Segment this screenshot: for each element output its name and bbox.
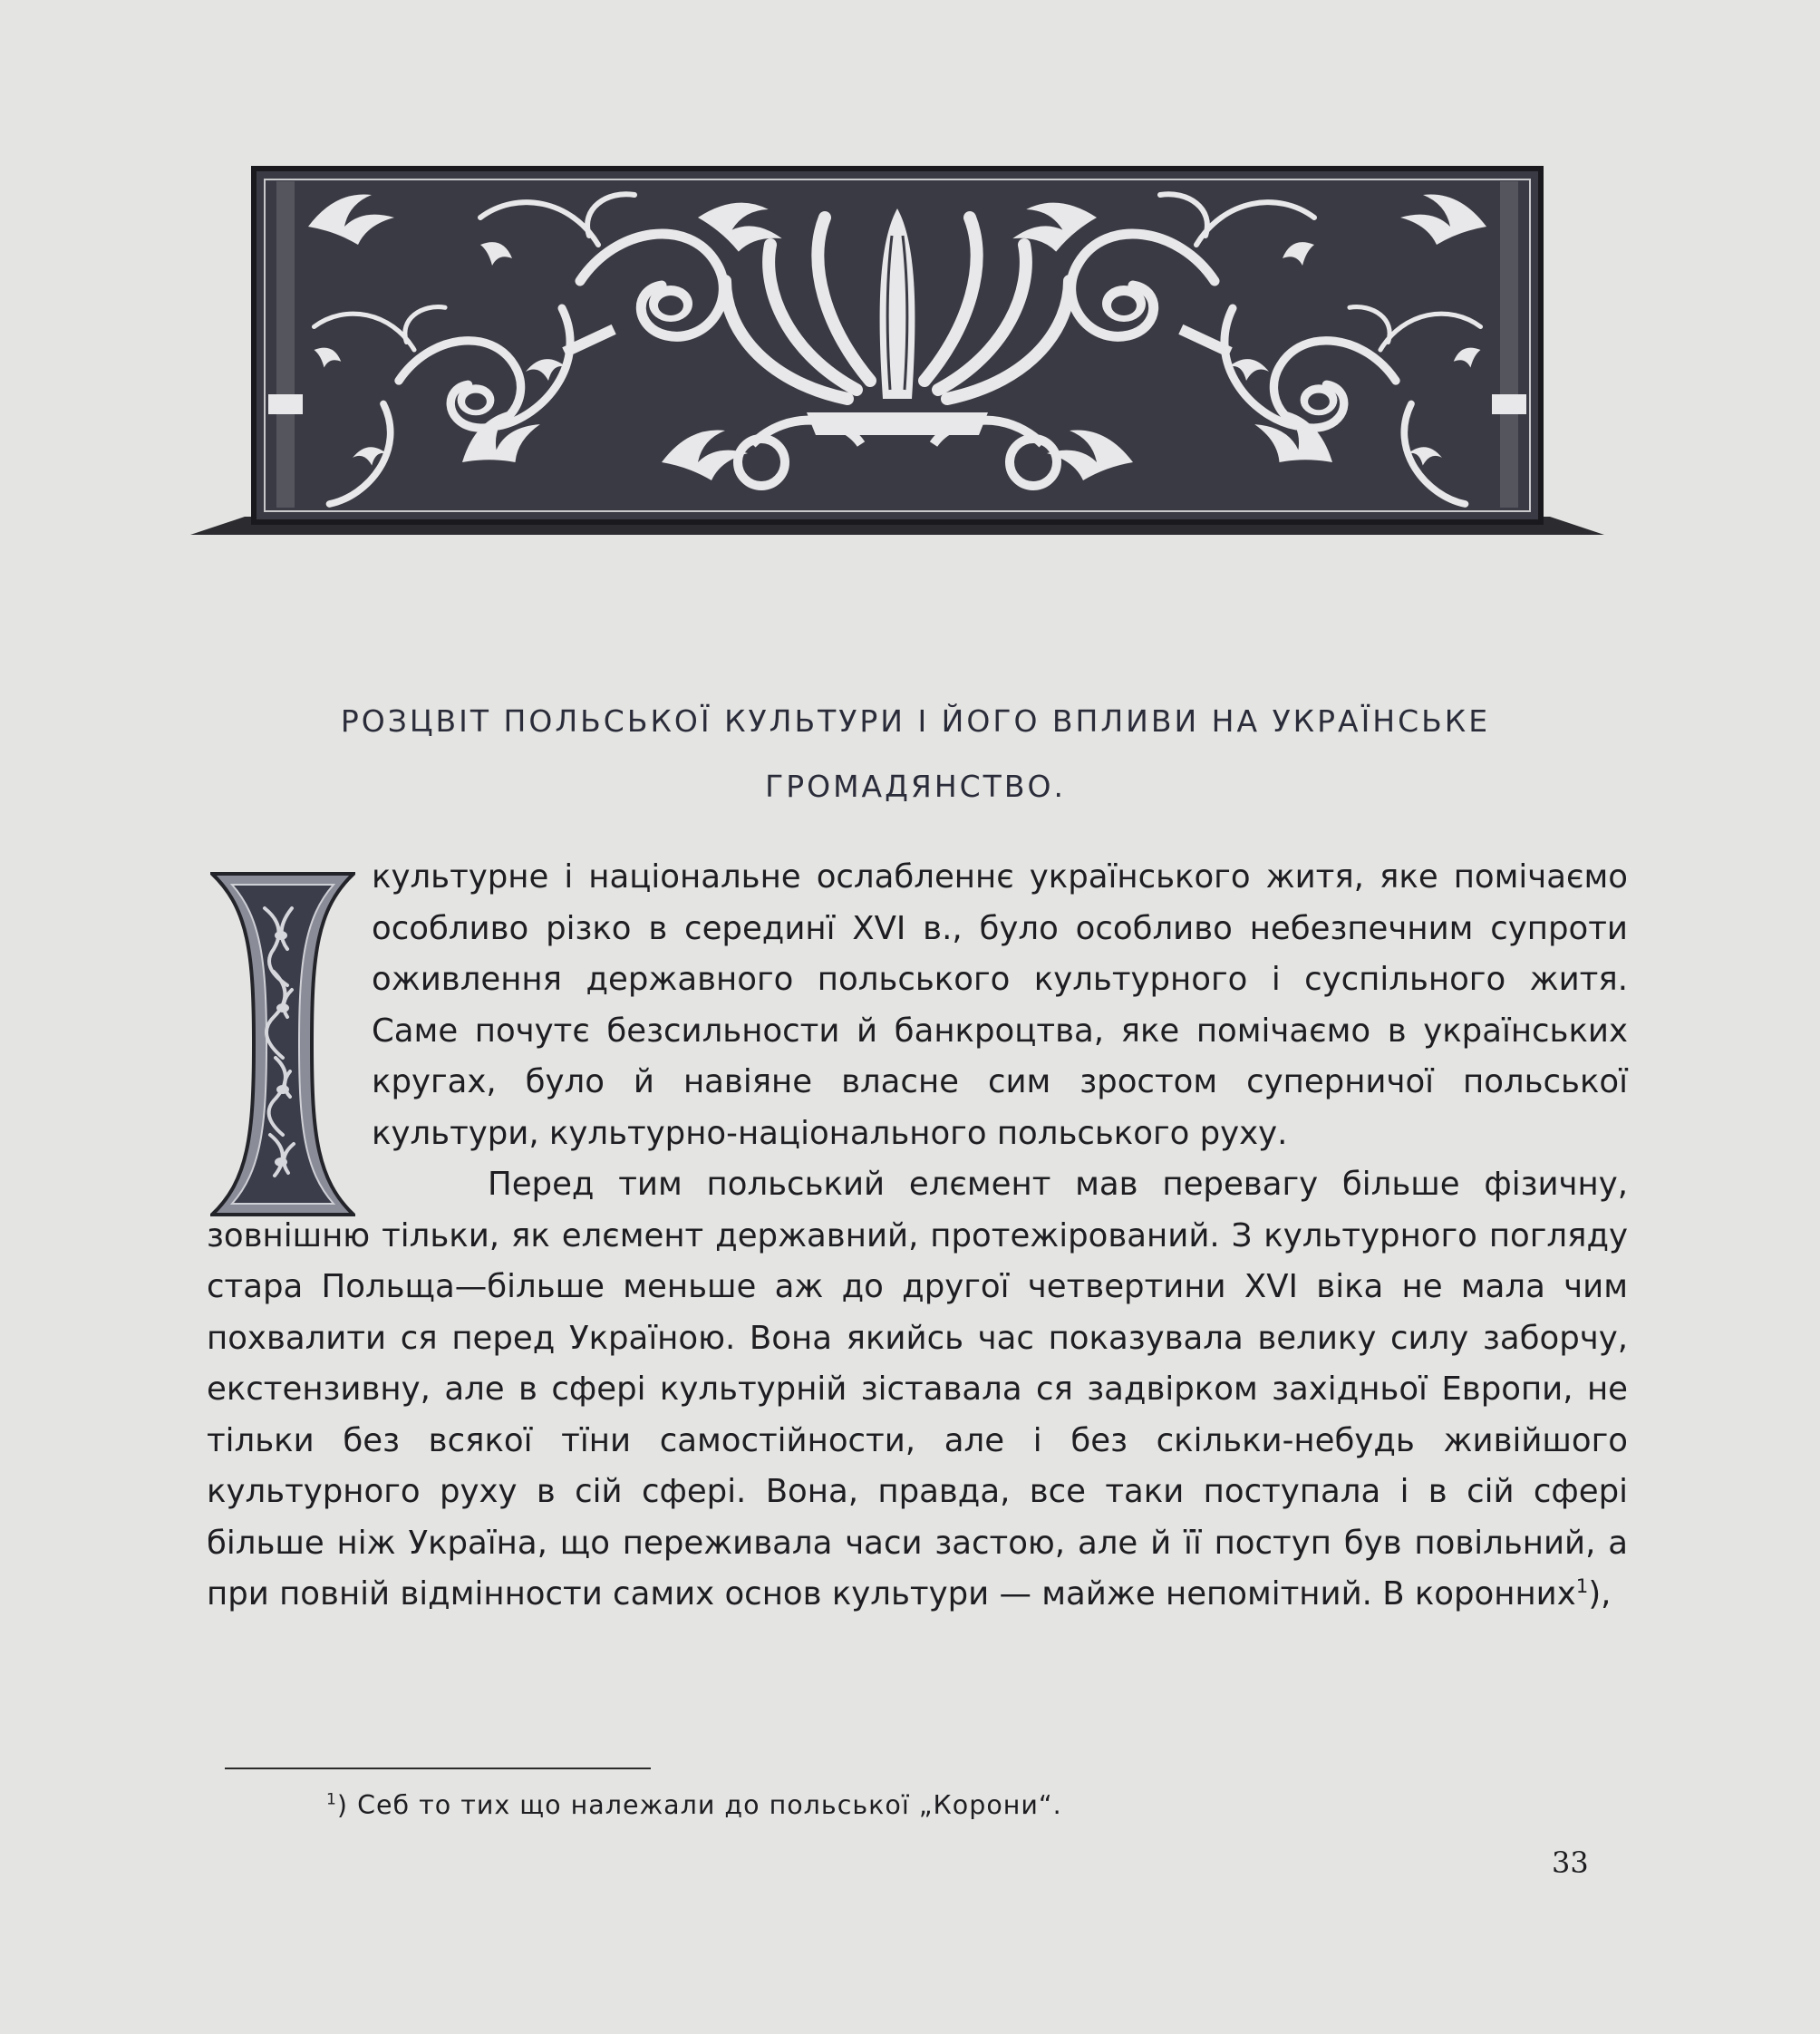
footnote (326, 1790, 1414, 1820)
paragraph-2-end: ), (1588, 1575, 1612, 1613)
chapter-title-line-2: ГРОМАДЯНСТВО. (765, 769, 1066, 804)
footnote-text: ) Себ то тих що належали до польської „Корони“. (336, 1790, 1062, 1820)
paragraph (207, 852, 1628, 1159)
paragraph (207, 1159, 1628, 1621)
footnote-marker: 1 (326, 1790, 337, 1809)
footnote-reference[interactable]: 1 (1575, 1575, 1589, 1599)
ornamental-headpiece (190, 163, 1604, 544)
footnote-separator (225, 1768, 651, 1769)
chapter-title (272, 689, 1559, 819)
paragraph-2-text: Перед тим польський елємент мав перевагу більше фізичну, зовнішню тільки, як елємент державний, протежірований. З культурного погляду стара Польща—більше меньше аж до другої четвертини XVI віка не мала чим похвалити ся перед Україною. Вона якийсь час показувала велику силу заборчу, екстензивну, але в сфері культурній зіставала ся задвірком західньої Европи, не тільки без всякої тїни самостійности, але і без скільки-небудь живійшого культурного руху в сій сфері. Вона, правда, все таки поступала і в сій сфері більше ніж Україна, що переживала часи застою, але й її поступ був повільний, а при повній відмінности самих основ культури — майже непомітний. В коронних (207, 1166, 1628, 1613)
page-number: 33 (1552, 1845, 1589, 1880)
paragraph-1-text: культурне і національне ослабленнє українського житя, яке помічаємо особливо різко в серединї XVI в., було особливо небезпечним супроти оживлення державного польського культурного і суспільного житя. Саме почутє безсильности й банкроцтва, яке помічаємо в українських кругах, було й навіяне власне сим зростом суперничої польської культури, культурно-національного польського руху. (372, 858, 1628, 1152)
body-text (207, 852, 1628, 1621)
chapter-title-line-1: РОЗЦВІТ ПОЛЬСЬКОЇ КУЛЬТУРИ І ЙОГО ВПЛИВИ НА УКРАЇНСЬКЕ (340, 703, 1491, 739)
